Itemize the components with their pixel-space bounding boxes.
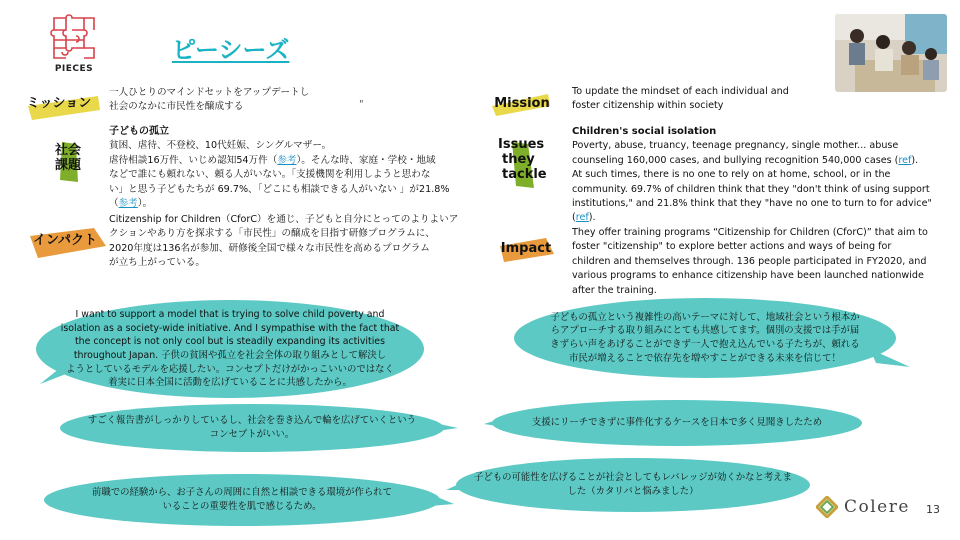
comment-bubble bbox=[36, 300, 424, 398]
issues-line: community. 69.7% of children think that they "don't think of using support bbox=[572, 183, 930, 195]
comment-line: きずらい声をあげることができず一人で抱え込んでいる子たちが、頼れる bbox=[550, 339, 860, 350]
comment-line: した（カタリバと悩みました） bbox=[567, 486, 699, 497]
logo-text: PIECES bbox=[54, 64, 94, 74]
impact-text-en bbox=[572, 226, 952, 298]
mission-label-en bbox=[488, 90, 556, 116]
issues-line: （参考）。 bbox=[109, 197, 153, 209]
impact-line: children and themselves through. 136 people participated in FY2020, and bbox=[572, 255, 927, 267]
comment-bubble bbox=[44, 474, 440, 526]
impact-line: 2020年度は136名が参加、研修後全国で様々な市民性を高めるプログラム bbox=[109, 242, 430, 254]
issues-heading: Children's social isolation bbox=[572, 126, 717, 137]
issues-label-line: Issues bbox=[498, 137, 545, 152]
issues-text-ja bbox=[109, 124, 469, 211]
impact-line: foster "citizenship" to explore better actions and ways of being for bbox=[572, 241, 892, 253]
comment-line: コンセプトがいい。 bbox=[209, 429, 295, 440]
impact-line: after the training. bbox=[572, 284, 657, 296]
issues-line: い」と思う子どもたちが 69.7%、「どこにも相談できる人がいない 」が21.8% bbox=[109, 183, 450, 195]
comment-line: いることの重要性を肌で感じるため。 bbox=[162, 501, 322, 512]
issues-label-en bbox=[498, 138, 552, 190]
impact-label-en bbox=[498, 236, 554, 262]
comment-line: らアプローチする取り組みにとても共感してます。個別の支援では手が届 bbox=[550, 325, 860, 337]
issues-label-line: 社会 bbox=[54, 143, 81, 158]
issues-line: counseling 160,000 cases, and bullying recognition 540,000 cases (ref). bbox=[572, 154, 919, 166]
mission-label-text: ミッション bbox=[26, 96, 92, 111]
issues-label-line: tackle bbox=[502, 166, 547, 182]
reference-link[interactable]: 参考 bbox=[277, 154, 297, 166]
mission-line: 社会のなかに市民性を醸成する bbox=[109, 101, 244, 113]
issues-label-ja bbox=[46, 140, 90, 182]
reference-link[interactable]: ref bbox=[575, 212, 589, 224]
issues-line: Poverty, abuse, truancy, teenage pregnancy, single mother... abuse bbox=[572, 140, 899, 152]
reference-link[interactable]: 参考 bbox=[118, 197, 138, 209]
issues-text-en bbox=[572, 124, 952, 226]
comment-line: throughout Japan. 子供の貧困や孤立を社会全体の取り組みとして解決し bbox=[73, 350, 387, 361]
comment-line: 市民が増えることで依存先を増やすことができる未来を信じて！ bbox=[569, 352, 841, 364]
comment-line: I want to support a model that is trying to solve child poverty and bbox=[75, 309, 385, 321]
comment-bubble bbox=[492, 400, 862, 446]
comment-line: the concept is not only cool but is steadily expanding its activities bbox=[75, 336, 385, 348]
impact-line: Citizenship for Children（CforC）を通じ、子どもと自分にとってのよりよいア bbox=[109, 214, 459, 225]
mission-text-ja bbox=[109, 86, 309, 115]
impact-label-ja bbox=[28, 226, 102, 256]
issues-line: 貧困、虐待、不登校、10代妊娠、シングルマザー。 bbox=[109, 140, 332, 152]
comment-line: 前職での経験から、お子さんの周囲に自然と相談できる環境が作られて bbox=[91, 487, 392, 499]
issues-line: institutions," and 21.8% think that they "have no one to turn to for advice" bbox=[572, 197, 932, 209]
impact-line: クションやあり方を探求する「市民性」の醸成を目指す研修プログラムに、 bbox=[109, 228, 435, 240]
page-title[interactable]: ピーシーズ bbox=[172, 36, 290, 64]
issues-label-line: they bbox=[502, 151, 535, 167]
reference-link[interactable]: ref bbox=[898, 154, 912, 166]
quote-mark: " bbox=[359, 99, 364, 110]
comment-line: isolation as a society-wide initiative. And I sympathise with the fact that bbox=[60, 322, 400, 334]
impact-label-text: インパクト bbox=[32, 233, 98, 248]
pieces-logo bbox=[48, 12, 100, 78]
issues-heading: 子どもの孤立 bbox=[109, 126, 169, 137]
mission-label-ja bbox=[24, 92, 94, 118]
comment-line: 着実に日本全国に活動を広げていることに共感したから。 bbox=[108, 377, 352, 389]
team-photo bbox=[835, 14, 947, 92]
comment-line: ようとしているモデルを応援したい。コンセプトだけがかっこいいのではなく bbox=[66, 363, 394, 375]
impact-label-text: Impact bbox=[500, 241, 552, 256]
comment-bubble bbox=[514, 298, 896, 378]
mission-line: To update the mindset of each individual and bbox=[572, 86, 789, 97]
comment-line: 子どもの孤立という複雑性の高いテーマに対して、地域社会という根本か bbox=[550, 311, 860, 323]
comment-bubble bbox=[60, 404, 444, 452]
mission-line: foster citizenship within society bbox=[572, 100, 724, 112]
issues-label-line: 課題 bbox=[54, 157, 81, 173]
diamond-logo-icon bbox=[816, 496, 838, 518]
comment-line: 子どもの可能性を広げることが社会としてもレバレッジが効くかなと考えま bbox=[473, 472, 792, 484]
mission-label-text: Mission bbox=[494, 96, 550, 111]
puzzle-logo-icon bbox=[48, 12, 100, 64]
comment-line: 支援にリーチできずに事件化するケースを日本で多く見聞きしたため bbox=[531, 417, 823, 429]
comment-line: すごく報告書がしっかりしているし、社会を巻き込んで輪を広げていくという bbox=[87, 415, 417, 427]
impact-line: They offer training programs “Citizenship for Children (CforC)” that aim to bbox=[572, 227, 928, 238]
comment-bubble bbox=[456, 458, 810, 512]
issues-line: At such times, there is no one to rely on at home, school, or in the bbox=[572, 169, 891, 181]
mission-text-en bbox=[572, 85, 789, 114]
issues-line: 虐待相談16万件、いじめ認知54万件（参考）。そんな時、家庭・学校・地域 bbox=[109, 154, 436, 166]
colere-logo bbox=[816, 496, 910, 518]
impact-line: various programs to enhance citizenship have been launched nationwide bbox=[572, 270, 924, 282]
page-number: 13 bbox=[926, 503, 940, 516]
colere-text: Colere bbox=[844, 497, 910, 517]
impact-text-ja bbox=[109, 213, 479, 271]
mission-line: 一人ひとりのマインドセットをアップデートし bbox=[109, 87, 310, 98]
issues-line: (ref). bbox=[572, 212, 596, 224]
issues-line: などで誰にも頼れない、頼る人がいない。「支援機関を利用しようと思わな bbox=[109, 169, 431, 181]
impact-line: が立ち上がっている。 bbox=[109, 257, 205, 269]
